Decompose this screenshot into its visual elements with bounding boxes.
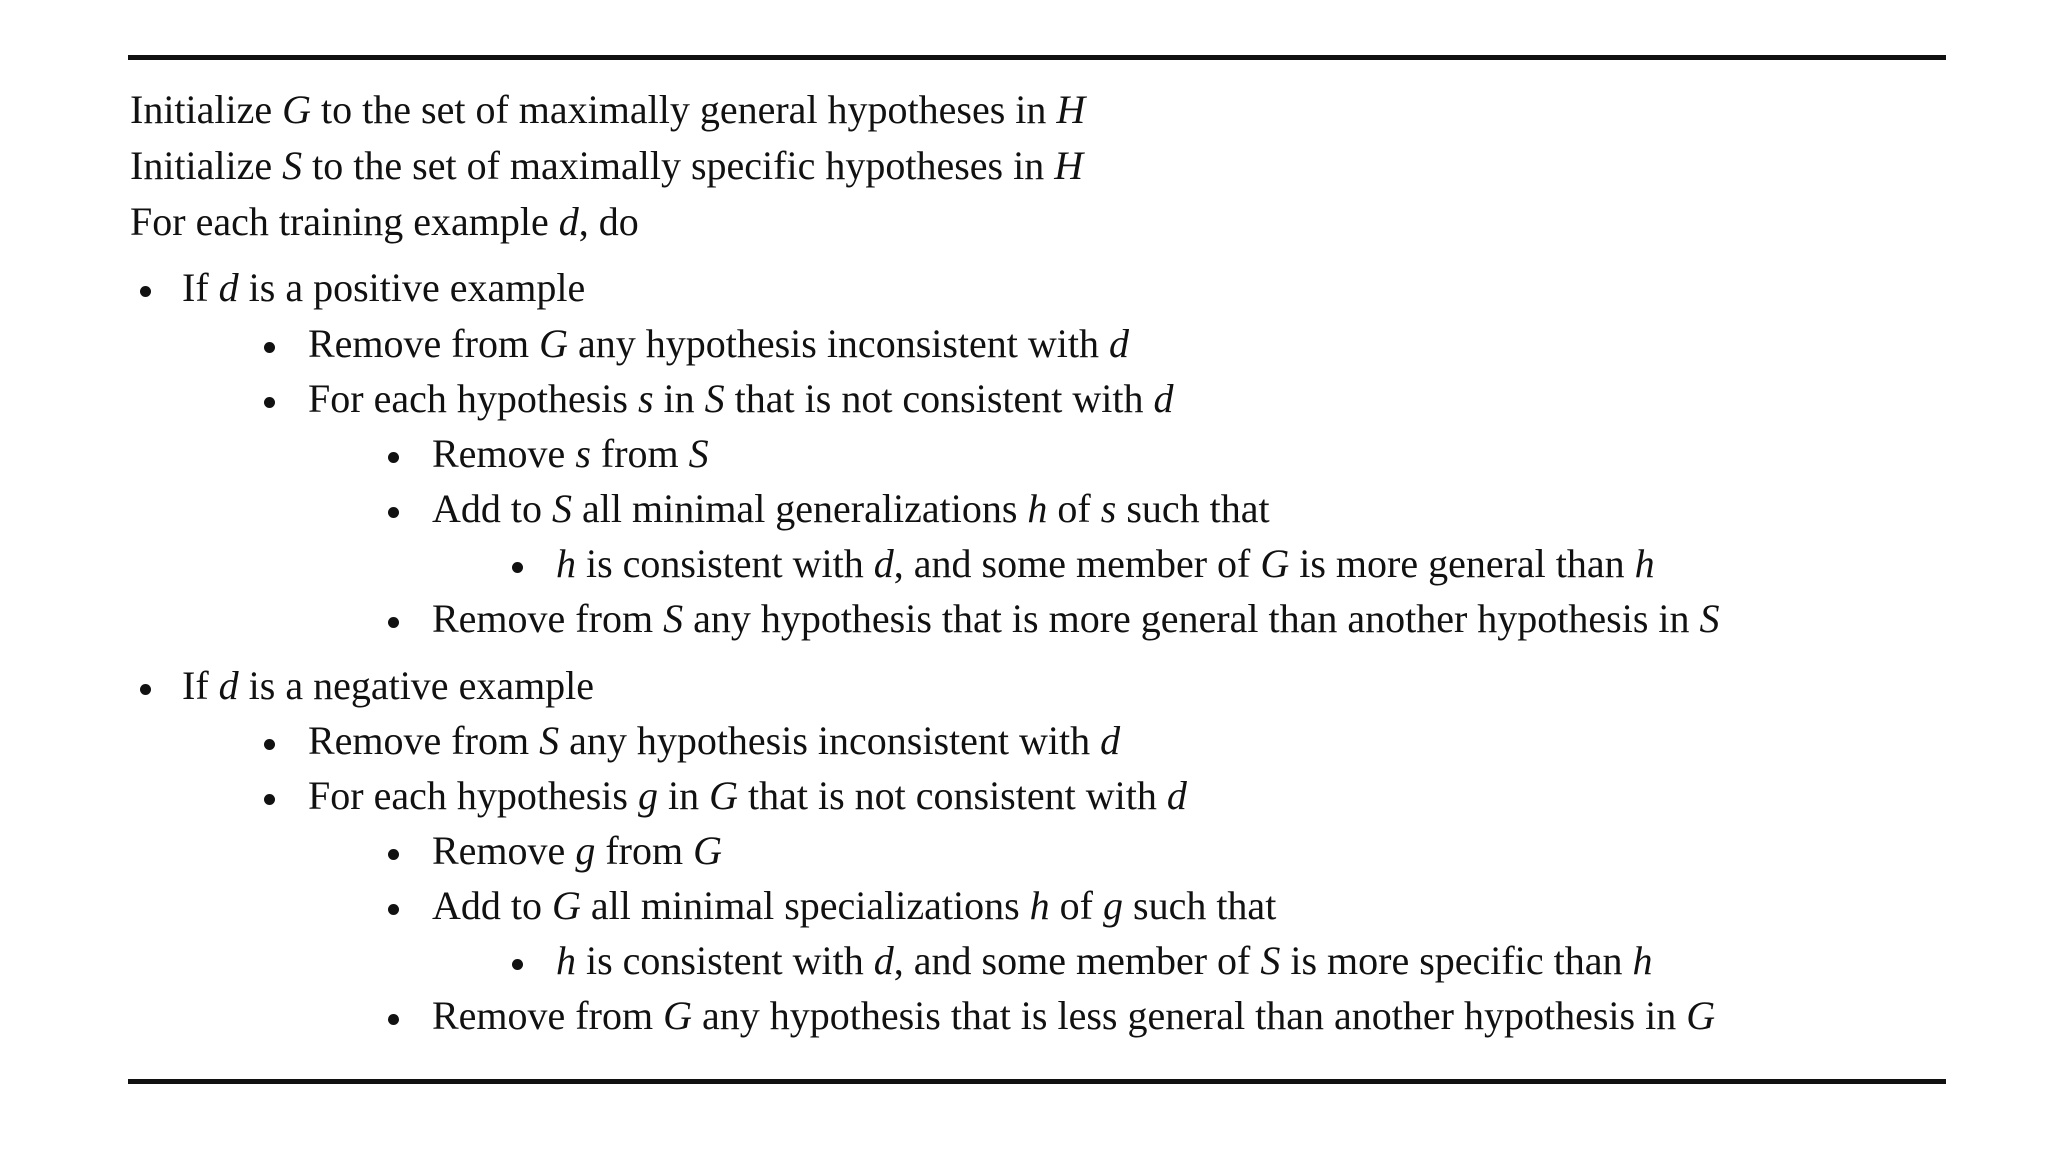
positive-for-each-s-item	[308, 375, 1174, 423]
var-g: G	[282, 87, 312, 132]
var-d: d	[1100, 718, 1121, 763]
for-each-example-line	[130, 198, 639, 246]
positive-remove-g-item	[308, 320, 1129, 368]
text: any hypothesis that is more general than another hypothesis in	[683, 596, 1700, 641]
text: Add to	[432, 486, 552, 531]
text: such that	[1123, 883, 1277, 928]
var-s: S	[539, 718, 560, 763]
text: If	[182, 265, 219, 310]
text: Initialize	[130, 143, 283, 188]
text: is consistent with	[576, 938, 874, 983]
positive-add-s-item	[432, 485, 1270, 533]
var-g: G	[693, 828, 722, 873]
var-h: h	[1634, 541, 1655, 586]
text: For each hypothesis	[308, 773, 638, 818]
positive-condition-item	[556, 540, 1655, 588]
negative-for-each-g-item	[308, 772, 1187, 820]
var-g: G	[709, 773, 738, 818]
var-d: d	[1109, 321, 1130, 366]
text: from	[595, 828, 694, 873]
bullet-icon	[264, 794, 275, 805]
negative-add-g-item	[432, 882, 1276, 930]
text: any hypothesis that is less general than another hypothesis in	[691, 993, 1687, 1038]
negative-remove-s-item	[308, 717, 1120, 765]
text: from	[590, 431, 689, 476]
var-s: S	[688, 431, 709, 476]
text: of	[1049, 883, 1103, 928]
var-d: d	[873, 541, 894, 586]
text: Initialize	[130, 87, 283, 132]
var-h: h	[556, 938, 576, 983]
var-s: S	[552, 486, 572, 531]
text: to the set of maximally specific hypotheses in	[302, 143, 1055, 188]
text: is a positive example	[238, 265, 586, 310]
text: any hypothesis inconsistent with	[567, 321, 1110, 366]
text: is more general than	[1289, 541, 1635, 586]
bullet-icon	[140, 286, 151, 297]
text: such that	[1116, 486, 1270, 531]
bullet-icon	[388, 452, 399, 463]
var-g: G	[539, 321, 568, 366]
var-s: S	[1260, 938, 1281, 983]
text: all minimal specializations	[580, 883, 1030, 928]
text: all minimal generalizations	[572, 486, 1028, 531]
bullet-icon	[512, 562, 523, 573]
var-s: S	[704, 376, 725, 421]
var-d: d	[873, 938, 894, 983]
var-g: G	[663, 993, 692, 1038]
text: Remove	[432, 431, 576, 476]
text: If	[182, 663, 219, 708]
var-h: H	[1054, 143, 1084, 188]
var-d: d	[218, 663, 239, 708]
text: in	[653, 376, 705, 421]
positive-prune-s-item	[432, 595, 1720, 643]
var-g-lower: g	[1103, 883, 1123, 928]
bullet-icon	[264, 342, 275, 353]
text: is a negative example	[238, 663, 595, 708]
text: Remove from	[432, 993, 664, 1038]
text: to the set of maximally general hypotheses in	[311, 87, 1057, 132]
text: Remove from	[308, 718, 540, 763]
bullet-icon	[388, 1014, 399, 1025]
var-g: G	[552, 883, 581, 928]
var-s: S	[282, 143, 303, 188]
text: For each hypothesis	[308, 376, 638, 421]
var-s-lower: s	[1100, 486, 1117, 531]
init-g-line	[130, 86, 1085, 134]
text: , do	[578, 199, 639, 244]
init-s-line	[130, 142, 1083, 190]
text: For each training example	[130, 199, 559, 244]
text: any hypothesis inconsistent with	[559, 718, 1101, 763]
var-d: d	[1153, 376, 1174, 421]
positive-example-item	[182, 264, 585, 312]
bullet-icon	[388, 617, 399, 628]
text: is more specific than	[1280, 938, 1633, 983]
text: , and some member of	[893, 938, 1261, 983]
text: Remove	[432, 828, 576, 873]
bottom-rule	[128, 1079, 1946, 1084]
bullet-icon	[388, 507, 399, 518]
negative-example-item	[182, 662, 594, 710]
text: Add to	[432, 883, 552, 928]
var-h: h	[1027, 486, 1048, 531]
var-d: d	[558, 199, 579, 244]
negative-condition-item	[556, 937, 1652, 985]
var-s: S	[1699, 596, 1720, 641]
var-d: d	[218, 265, 239, 310]
top-rule	[128, 55, 1946, 60]
text: in	[657, 773, 710, 818]
var-s-lower: s	[575, 431, 591, 476]
bullet-icon	[140, 684, 151, 695]
var-g: G	[1260, 541, 1290, 586]
var-h: h	[1632, 938, 1653, 983]
var-g-lower: g	[637, 773, 658, 818]
bullet-icon	[264, 397, 275, 408]
var-d: d	[1166, 773, 1187, 818]
bullet-icon	[512, 959, 523, 970]
bullet-icon	[264, 739, 275, 750]
bullet-icon	[388, 904, 399, 915]
var-s: S	[663, 596, 684, 641]
text: Remove from	[308, 321, 540, 366]
var-g-lower: g	[575, 828, 596, 873]
negative-prune-g-item	[432, 992, 1715, 1040]
text: that is not consistent with	[724, 376, 1154, 421]
var-g: G	[1686, 993, 1716, 1038]
bullet-icon	[388, 849, 399, 860]
var-h: h	[556, 541, 576, 586]
negative-remove-g-item	[432, 827, 722, 875]
text: that is not consistent with	[737, 773, 1167, 818]
var-h: H	[1056, 87, 1086, 132]
var-s-lower: s	[637, 376, 654, 421]
var-h: h	[1029, 883, 1050, 928]
text: is consistent with	[576, 541, 874, 586]
positive-remove-s-item	[432, 430, 709, 478]
text: of	[1047, 486, 1101, 531]
text: , and some member of	[893, 541, 1261, 586]
text: Remove from	[432, 596, 664, 641]
